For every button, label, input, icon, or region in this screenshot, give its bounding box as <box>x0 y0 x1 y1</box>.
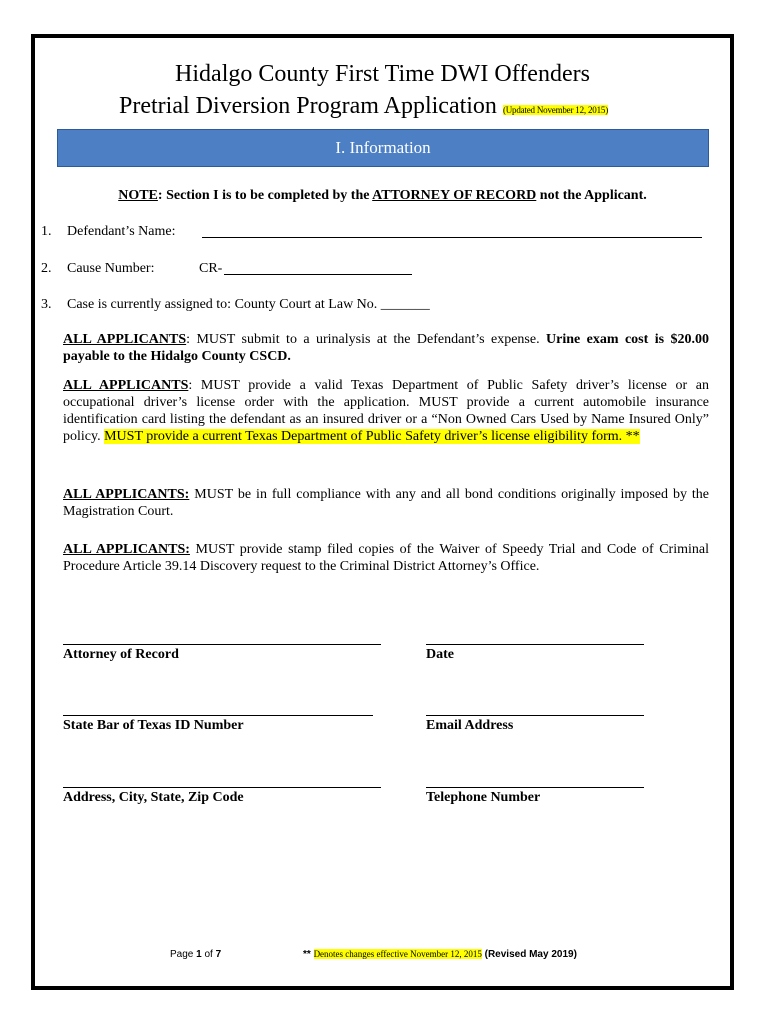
field-label: Case is currently assigned to: County Court at Law No. _______ <box>67 297 430 312</box>
telephone-label: Telephone Number <box>426 790 541 805</box>
attorney-note <box>35 188 730 204</box>
document-title-line1: Hidalgo County First Time DWI Offenders <box>175 61 590 87</box>
address-label: Address, City, State, Zip Code <box>63 790 244 805</box>
field-court-assignment <box>41 296 430 314</box>
paragraph-bold: Urine exam cost is $20.00 payable to the Hidalgo County CSCD <box>63 332 709 364</box>
updated-date-note: (Updated November 12, 2015) <box>502 105 609 115</box>
paragraph-text: : MUST submit to a urinalysis at the Defendant’s expense. <box>186 332 547 347</box>
document-title-line2 <box>119 91 608 125</box>
paragraph-bond <box>63 486 709 520</box>
revision-note <box>303 949 577 960</box>
section-header-information: I. Information <box>57 129 709 167</box>
document-page <box>31 34 734 990</box>
date-label: Date <box>426 647 454 662</box>
revised-date: (Revised May 2019) <box>481 949 577 960</box>
highlighted-requirement: MUST provide a current Texas Department of Public Safety driver’s license eligibility form. ** <box>104 429 640 444</box>
address-line[interactable] <box>63 787 381 788</box>
field-label: Cause Number: <box>67 261 155 276</box>
bar-id-line[interactable] <box>63 715 373 716</box>
field-defendant-name <box>41 223 175 241</box>
changes-note: Denotes changes effective November 12, 2015 <box>313 949 482 959</box>
note-label: NOTE <box>118 188 158 203</box>
attorney-of-record-label: Attorney of Record <box>63 647 179 662</box>
date-line[interactable] <box>426 644 644 645</box>
note-emphasis: ATTORNEY OF RECORD <box>372 188 537 203</box>
note-text-after: not the Applicant. <box>536 188 647 203</box>
paragraph-text: MUST be in full compliance with any and all bond conditions originally imposed by the Magistration Court. <box>63 487 710 519</box>
paragraph-end: . <box>287 349 291 364</box>
email-label: Email Address <box>426 718 514 733</box>
revision-stars: ** <box>303 949 314 960</box>
paragraph-label: ALL APPLICANTS: <box>63 542 190 557</box>
note-text-before: : Section I is to be completed by the <box>157 188 373 203</box>
field-number: 3. <box>41 297 52 312</box>
paragraph-label: ALL APPLICANTS <box>63 332 187 347</box>
cause-number-line[interactable] <box>224 274 412 275</box>
field-number: 2. <box>41 261 52 276</box>
page-total: 7 <box>215 949 222 960</box>
phone-line[interactable] <box>426 787 644 788</box>
field-label: Defendant’s Name: <box>67 224 176 239</box>
paragraph-text: : MUST provide a valid Texas Department of Public Safety driver’s license or an occupational driver’s license order with the application. MUST provide a current automobile insurance identification card listing the defendant as an insured driver or a “Non Owned Cars Used by Name Insured Only” policy. <box>63 378 709 444</box>
defendant-name-line[interactable] <box>202 237 702 238</box>
paragraph-urinalysis <box>63 331 709 365</box>
field-cause-number <box>41 260 154 278</box>
paragraph-license <box>63 377 709 445</box>
attorney-signature-line[interactable] <box>63 644 381 645</box>
title-line2-text: Pretrial Diversion Program Application <box>119 93 497 119</box>
paragraph-waiver <box>63 541 709 575</box>
paragraph-label: ALL APPLICANTS: <box>63 487 190 502</box>
page-current: 1 <box>196 949 202 960</box>
email-line[interactable] <box>426 715 644 716</box>
page-of: of <box>201 949 216 960</box>
field-number: 1. <box>41 224 52 239</box>
paragraph-label: ALL APPLICANTS <box>63 378 189 393</box>
cause-prefix: CR- <box>199 261 223 276</box>
page-prefix: Page <box>170 949 197 960</box>
page-number <box>170 949 221 960</box>
bar-id-label: State Bar of Texas ID Number <box>63 718 244 733</box>
paragraph-text: MUST provide stamp filed copies of the Waiver of Speedy Trial and Code of Criminal Procedure Article 39.14 Discovery request to the Criminal District Attorney’s Office. <box>63 542 709 574</box>
